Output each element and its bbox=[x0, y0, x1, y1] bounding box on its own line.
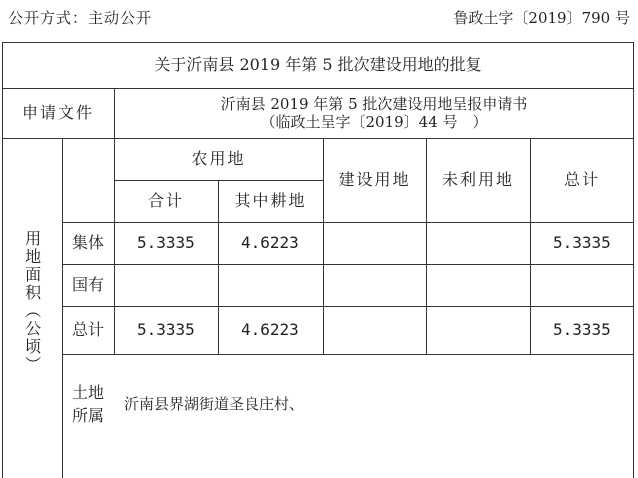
table-cell bbox=[530, 264, 634, 306]
application-label: 申请文件 bbox=[21, 103, 94, 123]
construction-header: 建设用地 bbox=[338, 170, 411, 190]
approval-table bbox=[2, 42, 634, 478]
table-cell bbox=[218, 264, 323, 306]
table-cell bbox=[114, 264, 218, 306]
document-number: 鲁政土字〔2019〕790 号 bbox=[453, 9, 630, 27]
arable-header: 其中耕地 bbox=[234, 191, 307, 211]
unused-header: 未利用地 bbox=[441, 170, 514, 190]
row-label-total: 总计 bbox=[71, 320, 104, 340]
land-area-label: 用地面积（公顷） bbox=[22, 230, 42, 374]
table-cell bbox=[323, 306, 426, 354]
table-cell: 5.3335 bbox=[137, 320, 195, 340]
table-cell: 4.6223 bbox=[241, 320, 299, 340]
subtotal-header: 合计 bbox=[147, 191, 184, 211]
ownership-value: 沂南县界湖街道圣良庄村、 bbox=[124, 395, 305, 413]
total-header: 总计 bbox=[563, 170, 600, 190]
table-cell: 5.3335 bbox=[553, 320, 611, 340]
table-cell bbox=[323, 264, 426, 306]
table-cell bbox=[323, 222, 426, 264]
application-document bbox=[114, 88, 634, 138]
application-line-1: 沂南县 2019 年第 5 批次建设用地呈报申请书 bbox=[220, 95, 528, 113]
table-cell: 5.3335 bbox=[137, 233, 195, 253]
table-cell bbox=[426, 222, 530, 264]
row-label-collective: 集体 bbox=[71, 233, 104, 253]
farmland-header: 农用地 bbox=[191, 149, 246, 169]
table-cell: 5.3335 bbox=[553, 233, 611, 253]
table-cell: 4.6223 bbox=[241, 233, 299, 253]
application-line-2: （临政土呈字〔2019〕44 号 ） bbox=[260, 113, 488, 131]
table-cell bbox=[426, 306, 530, 354]
row-label-state: 国有 bbox=[71, 275, 104, 295]
ownership-label: 土地所属 bbox=[71, 382, 104, 425]
disclosure-method: 公开方式：主动公开 bbox=[8, 9, 153, 27]
document-title: 关于沂南县 2019 年第 5 批次建设用地的批复 bbox=[154, 55, 482, 75]
table-cell bbox=[426, 264, 530, 306]
document-header bbox=[0, 0, 638, 38]
